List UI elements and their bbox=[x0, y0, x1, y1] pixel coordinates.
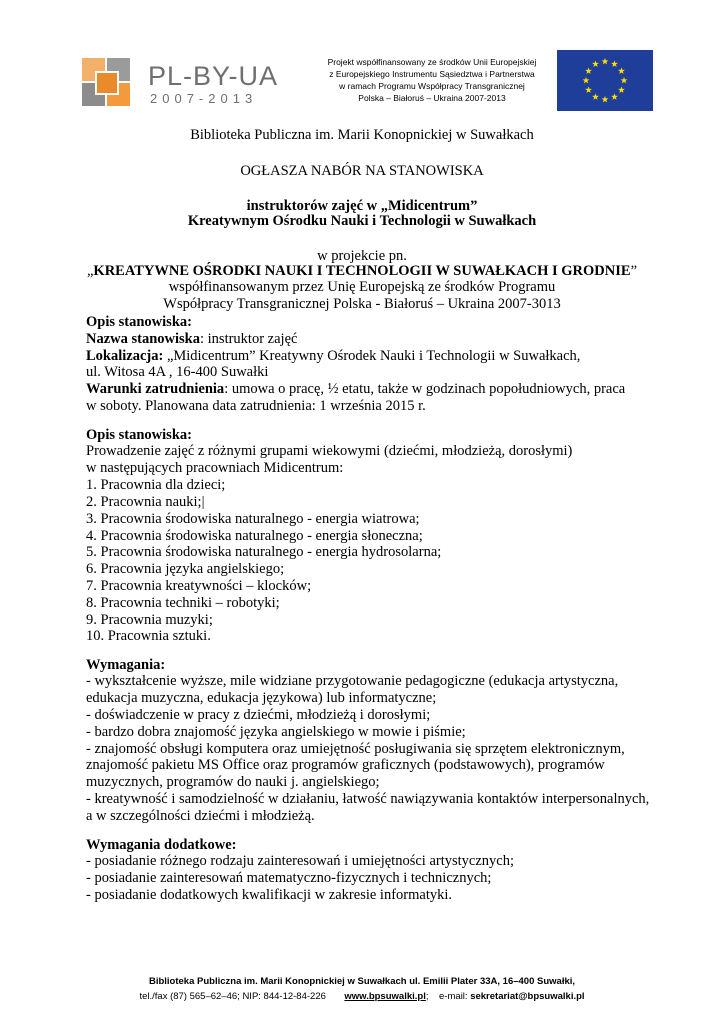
description-heading: Opis stanowiska: bbox=[86, 427, 192, 443]
workshop-item: 4. Pracownia środowiska naturalnego - energia słoneczna; bbox=[86, 528, 423, 544]
project-program: Współpracy Transgranicznej Polska - Białoruś – Ukraina 2007-3013 bbox=[163, 296, 561, 312]
workshop-item: 6. Pracownia języka angielskiego; bbox=[86, 561, 285, 577]
announcement-heading: OGŁASZA NABÓR NA STANOWISKA bbox=[240, 163, 484, 179]
program-logo bbox=[82, 58, 279, 110]
workshop-item: 8. Pracownia techniki – robotyki; bbox=[86, 595, 280, 611]
quote-close: ” bbox=[630, 263, 637, 279]
workshop-item: 5. Pracownia środowiska naturalnego - energia hydrosolarna; bbox=[86, 544, 442, 560]
position-title-line2: Kreatywnym Ośrodku Nauki i Technologii w Suwałkach bbox=[187, 213, 537, 229]
cofinancing-note bbox=[316, 56, 548, 104]
quote-open: „ bbox=[86, 263, 94, 279]
eu-star-icon bbox=[585, 86, 592, 93]
cofinancing-note-line: Projekt współfinansowany ze środków Unii Europejskiej bbox=[327, 57, 537, 67]
logo-years: 2007-2013 bbox=[150, 91, 258, 106]
requirement-line: edukacja muzyczna, edukacja językowa) lub informatyczne; bbox=[86, 690, 437, 706]
workshop-item: 9. Pracownia muzyki; bbox=[86, 612, 213, 628]
address: ul. Witosa 4A , 16-400 Suwałki bbox=[86, 364, 269, 380]
additional-heading: Wymagania dodatkowe: bbox=[86, 837, 237, 853]
eu-flag-icon bbox=[557, 50, 653, 111]
footer-separator: ; bbox=[425, 991, 429, 1002]
requirement-line: - wykształcenie wyższe, mile widziane przygotowanie pedagogiczne (edukacja artystyczna, bbox=[86, 673, 619, 689]
eu-star-icon bbox=[592, 93, 599, 100]
project-cofinancing: współfinansowanym przez Unię Europejską ze środków Programu bbox=[168, 279, 556, 295]
footer-address: Biblioteka Publiczna im. Marii Konopnickiej w Suwałkach ul. Emilii Plater 33A, 16–400 Suwałki, bbox=[148, 976, 576, 987]
description-line: Prowadzenie zajęć z różnymi grupami wiekowymi (dziećmi, młodzieżą, dorosłymi) bbox=[86, 443, 573, 459]
eu-star-icon bbox=[585, 67, 592, 74]
requirements-heading: Wymagania: bbox=[86, 657, 166, 673]
eu-star-icon bbox=[611, 60, 618, 67]
cofinancing-note-line: w ramach Programu Współpracy Transgranicznej bbox=[339, 81, 525, 91]
additional-line: - posiadanie zainteresowań matematyczno-fizycznych i technicznych; bbox=[86, 870, 492, 886]
additional-line: - posiadanie dodatkowych kwalifikacji w zakresie informatyki. bbox=[86, 887, 453, 903]
location-label: Lokalizacja: bbox=[86, 348, 164, 364]
conditions-label: Warunki zatrudnienia bbox=[86, 381, 225, 397]
eu-star-icon bbox=[618, 67, 625, 74]
eu-star-icon bbox=[583, 77, 590, 84]
requirement-line: - kreatywność i samodzielność w działaniu, łatwość nawiązywania kontaktów interpersonalnych, bbox=[86, 791, 650, 807]
footer-email-label: e-mail: bbox=[439, 991, 468, 1002]
project-intro: w projekcie pn. bbox=[317, 248, 407, 264]
conditions-line2: w soboty. Planowana data zatrudnienia: 1 września 2015 r. bbox=[86, 398, 426, 414]
footer-contact bbox=[60, 990, 664, 1003]
conditions-row bbox=[86, 380, 625, 398]
description-line: w następujących pracowniach Midicentrum: bbox=[86, 460, 344, 476]
details-heading: Opis stanowiska: bbox=[86, 314, 192, 330]
cofinancing-note-line: Polska – Białoruś – Ukraina 2007-2013 bbox=[358, 93, 506, 103]
workshop-item: 7. Pracownia kreatywności – klocków; bbox=[86, 578, 312, 594]
footer-email[interactable]: sekretariat@bpsuwalki.pl bbox=[470, 991, 585, 1002]
requirement-line: muzycznych, programów do nauki j. angielskiego; bbox=[86, 774, 380, 790]
logo-name: PL-BY-UA bbox=[148, 61, 279, 91]
eu-star-icon bbox=[611, 93, 618, 100]
additional-line: - posiadanie różnego rodzaju zainteresowań i umiejętności artystycznych; bbox=[86, 853, 514, 869]
institution-name: Biblioteka Publiczna im. Marii Konopnickiej w Suwałkach bbox=[190, 127, 534, 143]
conditions-value: : umowa o pracę, ½ etatu, także w godzinach popołudniowych, praca bbox=[224, 381, 626, 397]
requirement-line: - znajomość obsługi komputera oraz umiejętność posługiwania się sprzętem elektronicznym, bbox=[86, 741, 625, 757]
position-name-row bbox=[86, 330, 297, 348]
location-value: „Midicentrum” Kreatywny Ośrodek Nauki i Technologii w Suwałkach, bbox=[163, 348, 581, 364]
workshop-item: 2. Pracownia nauki;| bbox=[86, 494, 205, 510]
eu-stars bbox=[557, 50, 653, 111]
requirement-line: - bardzo dobra znajomość języka angielskiego w mowie i piśmie; bbox=[86, 724, 466, 740]
footer-website-link[interactable]: www.bpsuwalki.pl bbox=[344, 991, 426, 1002]
requirement-line: znajomość pakietu MS Office oraz programów graficznych (podstawowych), programów bbox=[86, 757, 605, 773]
project-name-text: KREATYWNE OŚRODKI NAUKI I TECHNOLOGII W SUWAŁKACH I GRODNIE bbox=[93, 263, 631, 279]
position-name-label: Nazwa stanowiska bbox=[86, 331, 200, 347]
requirement-line: - doświadczenie w pracy z dziećmi, młodzieżą i dorosłymi; bbox=[86, 707, 431, 723]
position-name-value: : instruktor zajęć bbox=[200, 331, 298, 347]
requirement-line: a w szczególności dziećmi i młodzieżą. bbox=[86, 808, 315, 824]
eu-star-icon bbox=[621, 77, 628, 84]
footer-phone-nip: tel./fax (87) 565–62–46; NIP: 844-12-84-226 bbox=[139, 991, 326, 1002]
workshop-item: 1. Pracownia dla dzieci; bbox=[86, 477, 226, 493]
position-title-line1: instruktorów zajęć w „Midicentrum” bbox=[246, 198, 478, 214]
eu-star-icon bbox=[602, 96, 609, 103]
logo-square-center bbox=[95, 71, 119, 95]
workshop-item: 10. Pracownia sztuki. bbox=[86, 628, 211, 644]
eu-star-icon bbox=[592, 60, 599, 67]
workshop-item: 3. Pracownia środowiska naturalnego - energia wiatrowa; bbox=[86, 511, 420, 527]
eu-star-icon bbox=[602, 58, 609, 65]
cofinancing-note-line: z Europejskiego Instrumentu Sąsiedztwa i Partnerstwa bbox=[329, 69, 535, 79]
eu-star-icon bbox=[618, 86, 625, 93]
